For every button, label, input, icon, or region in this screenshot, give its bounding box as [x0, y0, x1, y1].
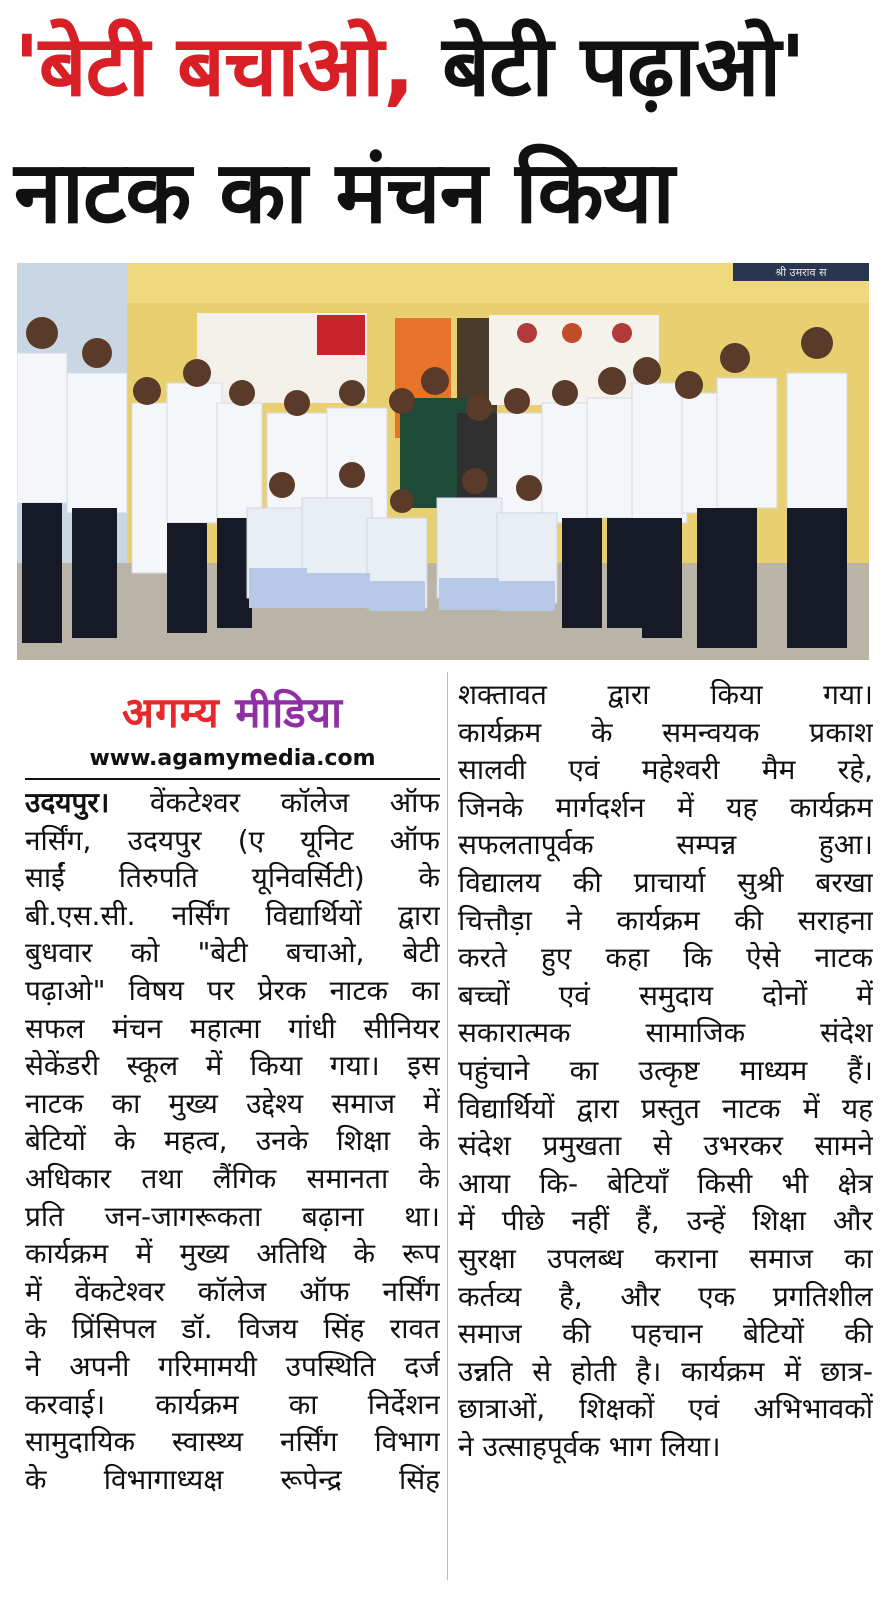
- article-column-right: [458, 676, 873, 1465]
- article-column-left: [25, 784, 440, 1498]
- article-line: बी.एस.सी. नर्सिंग विद्यार्थियों द्वारा: [25, 898, 440, 932]
- article-line: सामुदायिक स्वास्थ्य नर्सिंग विभाग: [25, 1425, 440, 1459]
- article-line: कार्यक्रम के समन्वयक प्रकाश: [458, 715, 873, 749]
- headline-line-2: नाटक का मंचन किया: [14, 143, 674, 243]
- article-line: कार्यक्रम में मुख्य अतिथि के रूप: [25, 1237, 440, 1271]
- article-line: बच्चों एवं समुदाय दोनों में: [458, 978, 873, 1012]
- brand-name-part-2: मीडिया: [219, 688, 343, 737]
- article-line: बेटियों के महत्व, उनके शिक्षा के: [25, 1124, 440, 1158]
- headline-red-text: 'बेटी बचाओ,: [14, 17, 414, 115]
- article-line: उदयपुर। वेंकटेश्वर कॉलेज ऑफ: [25, 786, 440, 819]
- article-line: ने उत्साहपूर्वक भाग लिया।: [458, 1429, 721, 1463]
- article-line: ने अपनी गरिमामयी उपस्थिति दर्ज: [25, 1349, 440, 1383]
- article-line: चित्तौड़ा ने कार्यक्रम की सराहना: [458, 903, 873, 937]
- article-line: करते हुए कहा कि ऐसे नाटक: [458, 941, 873, 975]
- wall-banner-text: श्री उमराव स: [775, 266, 827, 279]
- article-line: उन्नति से होती है। कार्यक्रम में छात्र-: [458, 1354, 873, 1388]
- article-line: सफलतापूर्वक सम्पन्न हुआ।: [458, 828, 873, 862]
- article-line: जिनके मार्गदर्शन में यह कार्यक्रम: [458, 790, 873, 824]
- article-line: शक्तावत द्वारा किया गया।: [458, 678, 873, 711]
- article-line: विद्यार्थियों द्वारा प्रस्तुत नाटक में यह: [458, 1091, 873, 1125]
- article-line: आया कि- बेटियाँ किसी भी क्षेत्र: [458, 1166, 873, 1200]
- article-line: सेकेंडरी स्कूल में किया गया। इस: [25, 1049, 440, 1083]
- article-line: सालवी एवं महेश्वरी मैम रहे,: [458, 753, 873, 787]
- article-line: सफल मंचन महात्मा गांधी सीनियर: [25, 1011, 440, 1045]
- headline-black-text: बेटी पढ़ाओ': [413, 17, 805, 115]
- dateline: उदयपुर।: [25, 786, 110, 819]
- column-divider: [447, 672, 448, 1580]
- article-line: के प्रिंसिपल डॉ. विजय सिंह रावत: [25, 1312, 440, 1346]
- article-line: समाज की पहचान बेटियों की: [458, 1317, 873, 1351]
- article-line: नर्सिंग, उदयपुर (ए यूनिट ऑफ: [25, 823, 440, 857]
- article-line: में वेंकटेश्वर कॉलेज ऑफ नर्सिंग: [25, 1274, 440, 1308]
- article-line: छात्राओं, शिक्षकों एवं अभिभावकों: [458, 1392, 873, 1426]
- article-line: के विभागाध्यक्ष रूपेन्द्र सिंह: [25, 1462, 440, 1496]
- headline-line-1: [14, 17, 876, 115]
- article-line: पहुंचाने का उत्कृष्ट माध्यम हैं।: [458, 1053, 873, 1087]
- brand-logo: [25, 683, 440, 745]
- group-photo-illustration: [17, 263, 869, 660]
- article-line: सकारात्मक सामाजिक संदेश: [458, 1016, 873, 1050]
- article-line: साईं तिरुपति यूनिवर्सिटी) के: [25, 861, 440, 895]
- article-line: करवाई। कार्यक्रम का निर्देशन: [25, 1387, 440, 1421]
- article-line: प्रति जन-जागरूकता बढ़ाना था।: [25, 1199, 440, 1233]
- article-line: विद्यालय की प्राचार्या सुश्री बरखा: [458, 865, 873, 899]
- article-line: में पीछे नहीं हैं, उन्हें शिक्षा और: [458, 1204, 873, 1238]
- article-line: कर्तव्य है, और एक प्रगतिशील: [458, 1279, 873, 1313]
- article-line: सुरक्षा उपलब्ध कराना समाज का: [458, 1241, 873, 1275]
- article-line: नाटक का मुख्य उद्देश्य समाज में: [25, 1086, 440, 1120]
- article-line: संदेश प्रमुखता से उभरकर सामने: [458, 1129, 873, 1163]
- brand-name-part-1: अगम्य: [122, 688, 220, 737]
- group-photo: [17, 263, 869, 660]
- article-line: बुधवार को "बेटी बचाओ, बेटी: [25, 936, 440, 970]
- brand-url: www.agamymedia.com: [89, 746, 376, 771]
- article-line: पढ़ाओ" विषय पर प्रेरक नाटक का: [25, 973, 440, 1007]
- brand-underline: [25, 778, 440, 780]
- article-line: अधिकार तथा लैंगिक समानता के: [25, 1161, 440, 1195]
